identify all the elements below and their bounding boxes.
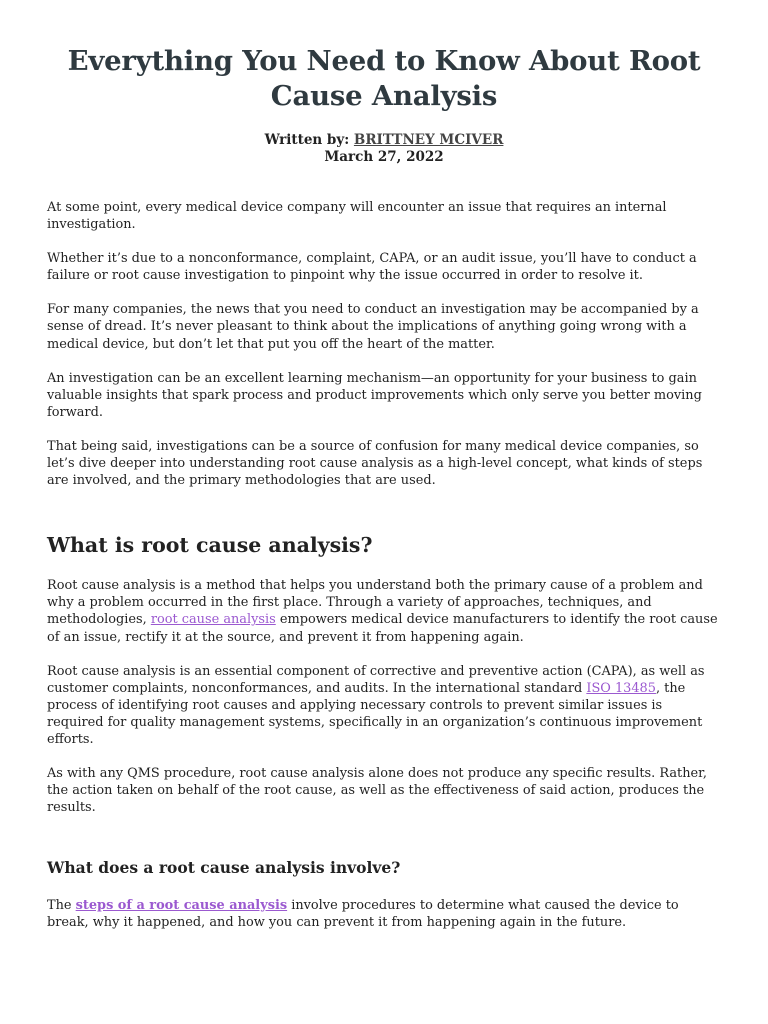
author-link[interactable]: BRITTNEY MCIVER	[353, 132, 504, 148]
text-segment: The	[47, 898, 76, 914]
text-segment: empowers medical device manufacturers to identify the root cause of an issue, rectify it at the source, and prevent it from happening again.	[47, 612, 718, 645]
byline	[47, 132, 721, 166]
intro-paragraph-3: For many companies, the news that you need to conduct an investigation may be accompanied by a sense of dread. It’s never pleasant to think about the implications of anything going wrong with a medical device, but don’t let that put you off the heart of the matter.	[47, 302, 699, 352]
intro-paragraph-4: An investigation can be an excellent learning mechanism—an opportunity for your business to gain valuable insights that spark process and product improvements which only serve you better moving forward.	[47, 370, 702, 420]
text-segment: , the process of identifying root causes and applying necessary controls to prevent similar issues is required for quality management systems, specifically in an organization’s continuous improvement efforts.	[47, 680, 703, 747]
intro-paragraph-5: That being said, investigations can be a source of confusion for many medical device companies, so let’s dive deeper into understanding root cause analysis as a high-level concept, what kinds of steps are involved, and the primary methodologies that are used.	[47, 438, 703, 489]
intro-paragraph-2: Whether it’s due to a nonconformance, complaint, CAPA, or an audit issue, you’ll have to conduct a failure or root cause investigation to pinpoint why the issue occurred in order to resolve it.	[47, 251, 697, 284]
text-segment: Root cause analysis is a method that helps you understand both the primary cause of a problem and why a problem occurred in the first place. Through a variety of approaches, techniques, and methodologies,	[47, 578, 703, 628]
rca-results-paragraph: As with any QMS procedure, root cause analysis alone does not produce any specific results. Rather, the action taken on behalf of the root cause, as well as the effectiveness of said action, produces the results.	[47, 766, 707, 816]
publish-date: March 27, 2022	[324, 149, 444, 165]
root-cause-analysis-link[interactable]: root cause analysis	[150, 612, 276, 628]
steps-of-rca-link[interactable]: steps of a root cause analysis	[75, 898, 288, 914]
rca-steps-paragraph	[47, 897, 721, 931]
rca-capa-paragraph	[47, 663, 721, 748]
article-title: Everything You Need to Know About Root Cause Analysis	[67, 45, 701, 112]
section-heading-what-does-rca-involve: What does a root cause analysis involve?	[47, 858, 401, 878]
section-heading-what-is-rca: What is root cause analysis?	[47, 533, 373, 558]
intro-paragraph-1: At some point, every medical device company will encounter an issue that requires an internal investigation.	[47, 200, 667, 233]
written-by-label: Written by:	[264, 132, 350, 148]
author-line	[47, 132, 721, 149]
iso-13485-link[interactable]: ISO 13485	[586, 680, 656, 696]
text-segment: Root cause analysis is an essential component of corrective and preventive action (CAPA), as well as customer complaints, nonconformances, and audits. In the international standard	[47, 663, 705, 696]
article-body	[47, 199, 721, 932]
text-segment: involve procedures to determine what caused the device to break, why it happened, and how you can prevent it from happening again in the future.	[47, 898, 679, 931]
document-page	[0, 44, 768, 1024]
rca-definition-paragraph	[47, 577, 721, 645]
